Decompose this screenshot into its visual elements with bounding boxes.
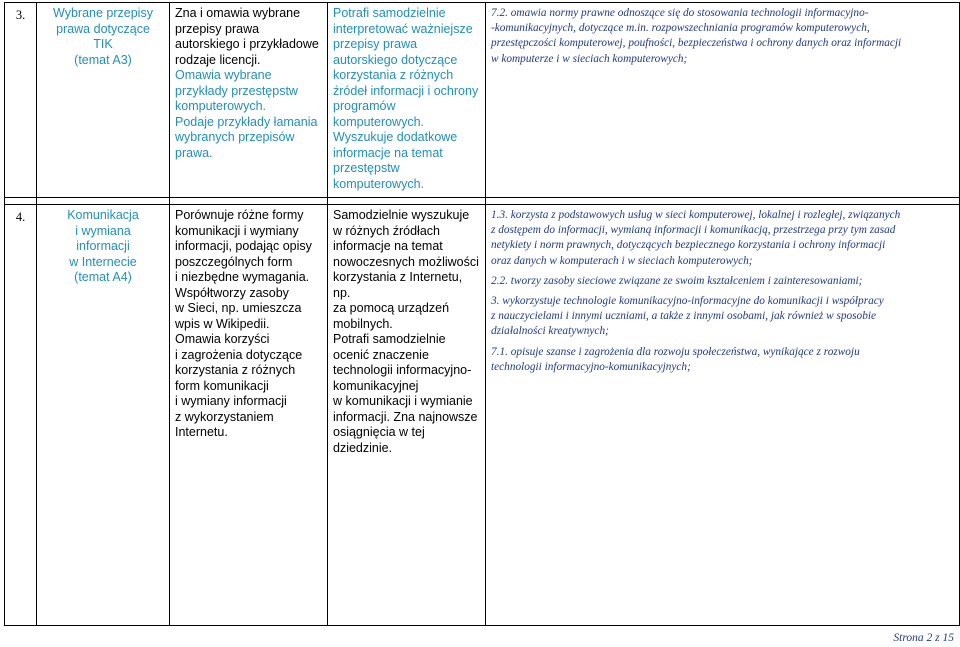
requirement-line: wpis w Wikipedii. (175, 316, 270, 331)
topic-line: Komunikacja (67, 208, 139, 222)
requirement-line: interpretować ważniejsze (333, 21, 473, 36)
topic-line: w Internecie (69, 254, 137, 269)
topic-line: i wymiana (75, 223, 131, 238)
requirement-line: Wyszukuje dodatkowe (333, 130, 458, 144)
requirement-line: programów (333, 99, 396, 113)
core-curriculum-cell (486, 205, 960, 626)
requirement-line: rodzaje licencji. (175, 52, 261, 67)
requirement-line: komputerowych. (333, 176, 425, 191)
requirement-line: autorskiego i przykładowe (175, 37, 319, 51)
core-line: 3. wykorzystuje technologie komunikacyjno-informacyjne do komunikacji i współpracy (491, 295, 884, 308)
topic-cell (37, 205, 170, 626)
topic-line: informacji (76, 239, 130, 253)
requirement-line: informacji, podając opisy (175, 239, 312, 253)
requirement-line: przykłady przestępstw (175, 83, 298, 98)
requirement-line: i wymiany informacji (175, 394, 287, 408)
core-line: 1.3. korzysta z podstawowych usług w sieci komputerowej, lokalnej i rozległej, związanych (491, 209, 901, 221)
core-line: przestępczości komputerowej, poufności, bezpieczeństwa i ochrony danych oraz informacji (491, 37, 902, 50)
requirement-line: Porównuje różne formy (175, 208, 304, 222)
row-number-cell (5, 3, 37, 198)
topic-line: Wybrane przepisy (53, 6, 153, 20)
row-number: 4. (15, 209, 26, 224)
requirement-line: technologii informacyjno- (333, 363, 472, 377)
requirement-line: Potrafi samodzielnie (333, 332, 446, 346)
topic-line: prawa dotyczące (56, 21, 150, 36)
core-line: 2.2. tworzy zasoby sieciowe związane ze swoim kształceniem i zainteresowaniami; (491, 274, 863, 287)
requirement-line: przepisy prawa (175, 21, 260, 36)
requirement-line: prawa. (175, 145, 213, 160)
requirement-line: komunikacyjnej (333, 378, 419, 393)
row-number: 3. (15, 7, 26, 22)
requirement-line: komputerowych. (333, 114, 425, 129)
core-line: netykiety i norm prawnych, dotyczących bezpiecznego korzystania i ochrony informacji (491, 239, 886, 252)
requirement-line: komunikacji i wymiany (175, 223, 299, 238)
core-line: technologii informacyjno-komunikacyjnych; (491, 360, 691, 373)
requirement-line: Podaje przykłady łamania (175, 114, 318, 129)
requirement-line: i zagrożenia dotyczące (175, 347, 303, 362)
requirement-line: Zna i omawia wybrane (175, 6, 301, 20)
requirement-line: wybranych przepisów (175, 130, 295, 144)
requirement-line: za pomocą urządzeń (333, 301, 450, 315)
requirement-line: autorskiego dotyczące (333, 52, 458, 67)
extended-requirements-cell (328, 3, 486, 198)
row-spacer (5, 198, 960, 205)
requirement-line: i niezbędne wymagania. (175, 270, 310, 284)
requirement-line: Potrafi samodzielnie (333, 6, 446, 20)
basic-requirements-cell (170, 3, 328, 198)
page-number: Strona 2 z 15 (893, 632, 954, 644)
requirement-line: Omawia wybrane (175, 68, 272, 82)
requirement-line: ocenić znaczenie (333, 347, 429, 362)
requirement-line: w Sieci, np. umieszcza (175, 301, 302, 315)
requirement-line: przestępstw (333, 161, 400, 175)
requirement-line: informacje na temat (333, 145, 443, 160)
requirement-line: nowoczesnych możliwości (333, 254, 479, 269)
basic-requirements-cell (170, 205, 328, 626)
extended-requirements-cell (328, 205, 486, 626)
requirement-line: mobilnych. (333, 316, 393, 331)
core-curriculum-cell (486, 3, 960, 198)
table-row (5, 205, 960, 626)
topic-line: (temat A4) (74, 270, 132, 284)
requirement-line: osiągnięcia w tej (333, 425, 425, 439)
topic-line: (temat A3) (74, 52, 132, 67)
requirement-line: Internetu. (175, 425, 228, 439)
requirement-line: z wykorzystaniem (175, 409, 274, 424)
topic-cell (37, 3, 170, 198)
core-line: oraz danych w komputerach i w sieciach komputerowych; (491, 254, 753, 267)
core-line: w komputerze i w sieciach komputerowych; (491, 52, 688, 65)
requirement-line: korzystania z Internetu, np. (333, 270, 463, 300)
requirement-line: Omawia korzyści (175, 332, 270, 346)
requirement-line: w komunikacji i wymianie (333, 394, 473, 408)
requirement-line: w różnych źródłach (333, 223, 440, 238)
core-line: -komunikacyjnych, dotyczące m.in. rozpowszechniania programów komputerowych, (491, 22, 870, 35)
requirement-line: dziedzinie. (333, 440, 393, 455)
requirement-line: przepisy prawa (333, 37, 418, 51)
core-line: 7.2. omawia normy prawne odnoszące się do stosowania technologii informacyjno- (491, 7, 869, 19)
requirement-line: Współtworzy zasoby (175, 285, 289, 300)
requirement-line: informacji. Zna najnowsze (333, 409, 478, 424)
requirement-line: komputerowych. (175, 99, 267, 113)
core-line: 7.1. opisuje szanse i zagrożenia dla rozwoju społeczeństwa, wynikające z rozwoju (491, 345, 860, 358)
requirement-line: korzystania z różnych (175, 363, 296, 377)
requirement-line: korzystania z różnych (333, 68, 454, 82)
curriculum-table (4, 2, 960, 626)
table-row (5, 3, 960, 198)
requirement-line: Samodzielnie wyszukuje (333, 208, 470, 222)
requirement-line: źródeł informacji i ochrony (333, 83, 479, 98)
core-line: z dostępem do informacji, wymianą informacji i komunikacją, przestrzega przy tym zasad (491, 224, 896, 237)
requirement-line: poszczególnych form (175, 254, 293, 269)
core-line: z nauczycielami i innymi uczniami, a także z innymi osobami, jak również w sposobie (491, 310, 876, 323)
row-number-cell (5, 205, 37, 626)
requirement-line: informacje na temat (333, 239, 443, 253)
core-line: działalności kreatywnych; (491, 325, 609, 338)
requirement-line: form komunikacji (175, 378, 269, 393)
topic-line: TIK (93, 37, 113, 51)
